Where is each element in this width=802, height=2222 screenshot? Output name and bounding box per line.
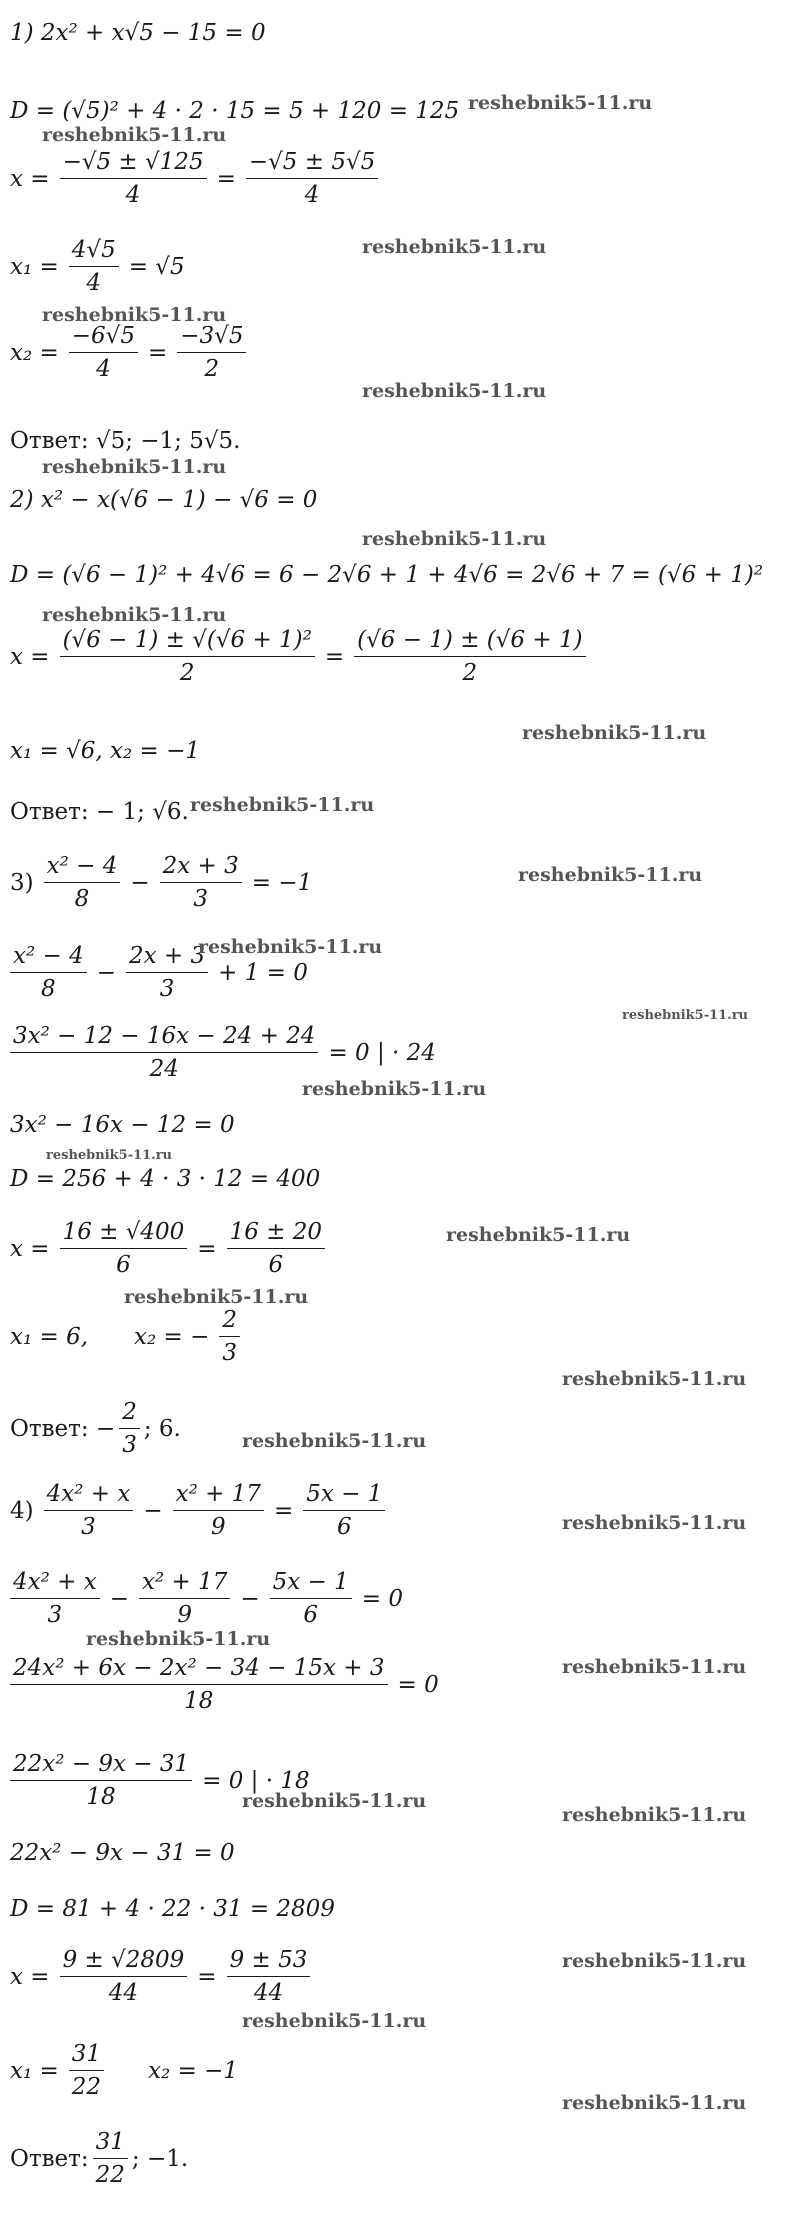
watermark: reshebnik5-11.ru: [42, 304, 227, 326]
watermark: reshebnik5-11.ru: [42, 456, 227, 478]
p3-ans-den: 3: [122, 1432, 137, 1458]
p3-f1b-num: x² − 4: [10, 942, 87, 973]
p1-x2-lhs: x₂ =: [10, 339, 59, 366]
p4-comb2-fraction: [10, 1750, 192, 1811]
p3-rhs2: + 1 = 0: [218, 959, 308, 986]
p4-ans-den: 22: [95, 2162, 125, 2188]
p4-x1-num: 31: [69, 2040, 104, 2071]
p2-discriminant: D = (√6 − 1)² + 4√6 = 6 − 2√6 + 1 + 4√6 = 2√6 + 7 = (√6 + 1)²: [10, 562, 764, 588]
p4-x1-lhs: x₁ =: [10, 2057, 59, 2084]
watermark: reshebnik5-11.ru: [46, 1148, 173, 1163]
p1-x2-fraction-2: [177, 322, 246, 383]
p4-equation: 4) $\frac{\text{4x² + x}}{3}$ − $\frac{\text{x² + 17}}{9}$ = $\frac{5x - 1}{6}$: [10, 1480, 389, 1541]
p4-label: 4): [10, 1497, 34, 1524]
p1-x2-num2: −3√5: [177, 322, 246, 353]
p4-x-fraction-1: [60, 1946, 188, 2007]
p3-comb-num: 3x² − 12 − 16x − 24 + 24: [10, 1022, 318, 1053]
p3-equation-2: $\frac{\text{x² − 4}}{8}$ − $\frac{2x + 3}{3}$ + 1 = 0: [10, 942, 314, 1003]
p1-x1-fraction: [69, 236, 119, 297]
watermark: reshebnik5-11.ru: [86, 1628, 271, 1650]
p4-x-num1: 9 ± √2809: [60, 1946, 188, 1977]
p1-x1-num: 4√5: [69, 236, 119, 267]
p4-f3b-den: 6: [303, 1602, 319, 1628]
p2-x-fraction-2: [354, 626, 585, 687]
watermark: reshebnik5-11.ru: [562, 2092, 747, 2114]
p3-x-den2: 6: [268, 1252, 284, 1278]
watermark: reshebnik5-11.ru: [242, 2010, 427, 2032]
p1-x-formula: x = $\frac{-√5 \pm √125}{4}$ = $\frac{-√5 \pm 5√5}{4}$: [10, 148, 382, 209]
p4-x-fraction-2: [227, 1946, 311, 2007]
p4-comb2-den: 18: [86, 1784, 116, 1810]
p3-f1-num: x² − 4: [44, 852, 121, 883]
p4-f3-den: 6: [336, 1514, 352, 1540]
p1-x-num2: −√5 ± 5√5: [246, 148, 378, 179]
p3-combined: [10, 1022, 442, 1083]
p4-comb1-rhs: = 0: [397, 1671, 439, 1698]
p2-x-lhs: x =: [10, 643, 50, 670]
p3-x2-den: 3: [222, 1340, 238, 1366]
p4-discriminant: D = 81 + 4 · 22 · 31 = 2809: [10, 1896, 335, 1922]
p2-answer: Ответ: − 1; √6.: [10, 799, 189, 825]
p2-x-fraction-1: [60, 626, 315, 687]
p2-x-den1: 2: [179, 660, 195, 686]
p4-eq-sign: =: [273, 1497, 294, 1524]
watermark: reshebnik5-11.ru: [562, 1368, 747, 1390]
watermark: reshebnik5-11.ru: [446, 1224, 631, 1246]
p3-rhs: = −1: [251, 869, 313, 896]
p3-f2b-num: 2x + 3: [126, 942, 208, 973]
p4-f1-num: 4x² + x: [44, 1480, 134, 1511]
p4-frac-2: [173, 1480, 264, 1541]
p4-x-den2: 44: [253, 1980, 284, 2006]
p4-comb2-num: 22x² − 9x − 31: [10, 1750, 192, 1781]
p4-f1b-den: 3: [47, 1602, 63, 1628]
p3-x-num1: 16 ± √400: [60, 1218, 188, 1249]
p3-comb-rhs: = 0 | · 24: [328, 1039, 436, 1066]
p1-equation: 1) 2x² + x√5 − 15 = 0: [10, 20, 266, 46]
p3-frac-2b: [126, 942, 208, 1003]
p3-ans-rest: ; 6.: [143, 1415, 181, 1442]
watermark: reshebnik5-11.ru: [42, 124, 227, 146]
p1-x-num1: −√5 ± √125: [60, 148, 207, 179]
p4-frac-1b: [10, 1568, 100, 1629]
p1-x1-rhs: = √5: [128, 253, 185, 280]
p1-x-lhs: x =: [10, 165, 50, 192]
watermark: reshebnik5-11.ru: [468, 92, 653, 114]
watermark: reshebnik5-11.ru: [562, 1804, 747, 1826]
p4-ans-num: 31: [93, 2128, 128, 2159]
watermark: reshebnik5-11.ru: [302, 1078, 487, 1100]
p1-x2-den1: 4: [96, 356, 111, 382]
p4-combined-1: [10, 1654, 445, 1715]
watermark: reshebnik5-11.ru: [362, 528, 547, 550]
p3-label: 3): [10, 869, 34, 896]
p4-frac-2b: [139, 1568, 230, 1629]
watermark: reshebnik5-11.ru: [242, 1790, 427, 1812]
p4-f2b-den: 9: [177, 1602, 192, 1628]
p3-comb-fraction: [10, 1022, 318, 1083]
p3-f1-den: 8: [74, 886, 90, 912]
p4-f2-den: 9: [210, 1514, 226, 1540]
p4-x-num2: 9 ± 53: [227, 1946, 311, 1977]
p4-x-lhs: x =: [10, 1963, 50, 1990]
p4-quadratic: 22x² − 9x − 31 = 0: [10, 1840, 235, 1866]
p2-x-num2: (√6 − 1) ± (√6 + 1): [354, 626, 585, 657]
p1-x-den2: 4: [304, 182, 320, 208]
p3-x-fraction-2: [227, 1218, 325, 1279]
p2-x-den2: 2: [462, 660, 478, 686]
p2-equation: 2) x² − x(√6 − 1) − √6 = 0: [10, 487, 318, 513]
p1-discriminant: D = (√5)² + 4 · 2 · 15 = 5 + 120 = 125: [10, 98, 460, 124]
p3-x-fraction-1: [60, 1218, 188, 1279]
p4-x-den1: 44: [108, 1980, 139, 2006]
p3-roots: [10, 1306, 244, 1367]
p1-x1: [10, 236, 191, 297]
p4-comb2-rhs: = 0 | · 18: [202, 1767, 310, 1794]
p3-f1b-den: 8: [41, 976, 56, 1002]
p3-discriminant: D = 256 + 4 · 3 · 12 = 400: [10, 1166, 321, 1192]
watermark: reshebnik5-11.ru: [190, 794, 375, 816]
p4-zero: = 0: [361, 1585, 403, 1612]
p4-frac-3: [303, 1480, 385, 1541]
p4-ans-label: Ответ:: [10, 2145, 89, 2172]
p3-x1: x₁ = 6,: [10, 1323, 89, 1350]
p4-f2-num: x² + 17: [173, 1480, 264, 1511]
p3-frac-1b: [10, 942, 87, 1003]
p3-x2-num: 2: [219, 1306, 240, 1337]
watermark: reshebnik5-11.ru: [362, 380, 547, 402]
p3-f2-num: 2x + 3: [160, 852, 242, 883]
p4-comb1-den: 18: [184, 1688, 214, 1714]
p4-roots: [10, 2040, 244, 2101]
p3-answer: [10, 1398, 181, 1459]
watermark: reshebnik5-11.ru: [124, 1286, 309, 1308]
p4-x-formula: x = $\frac{9 \pm √2809}{44}$ = $\frac{9 \pm 53}{44}$: [10, 1946, 314, 2007]
p3-x-lhs: x =: [10, 1235, 50, 1262]
p4-f2b-num: x² + 17: [139, 1568, 230, 1599]
p1-x1-den: 4: [86, 270, 102, 296]
p3-f2-den: 3: [193, 886, 208, 912]
p4-f1-den: 3: [81, 1514, 96, 1540]
watermark: reshebnik5-11.ru: [622, 1008, 749, 1023]
p4-f3b-num: 5x − 1: [270, 1568, 352, 1599]
p2-x-formula: x = $\frac{\text{(√6 − 1) ± √(√6 + 1)²}}{2}$ = $\frac{(√6 - 1) \pm (√6 + 1)}{2}$: [10, 626, 590, 687]
p1-x2-den2: 2: [204, 356, 220, 382]
p4-equation-2: $\frac{\text{4x² + x}}{3}$ − $\frac{\text{x² + 17}}{9}$ − $\frac{5x - 1}{6}$ = 0: [10, 1568, 409, 1629]
p3-x-num2: 16 ± 20: [227, 1218, 325, 1249]
p4-x2: x₂ = −1: [148, 2057, 239, 2084]
p3-comb-den: 24: [149, 1056, 179, 1082]
p3-ans-label: Ответ: −: [10, 1415, 116, 1442]
p1-x-den1: 4: [125, 182, 141, 208]
p3-ans-fraction: [119, 1398, 140, 1459]
p3-f2b-den: 3: [159, 976, 175, 1002]
watermark: reshebnik5-11.ru: [518, 864, 703, 886]
p3-x-den1: 6: [116, 1252, 131, 1278]
watermark: reshebnik5-11.ru: [198, 936, 383, 958]
p1-x2-fraction-1: [69, 322, 138, 383]
watermark: reshebnik5-11.ru: [562, 1656, 747, 1678]
p1-x-fraction-1: [60, 148, 207, 209]
p2-x-num1: (√6 − 1) ± √(√6 + 1)²: [60, 626, 315, 657]
p1-x2-num1: −6√5: [69, 322, 138, 353]
p1-answer: Ответ: √5; −1; 5√5.: [10, 428, 241, 454]
p1-x1-lhs: x₁ =: [10, 253, 59, 280]
watermark: reshebnik5-11.ru: [562, 1512, 747, 1534]
p4-f3-num: 5x − 1: [303, 1480, 385, 1511]
p4-comb1-fraction: [10, 1654, 388, 1715]
p4-x1-fraction: [69, 2040, 104, 2101]
p4-f1b-num: 4x² + x: [10, 1568, 100, 1599]
p4-ans-fraction: [93, 2128, 128, 2189]
watermark: reshebnik5-11.ru: [242, 1430, 427, 1452]
p4-answer: [10, 2128, 188, 2189]
watermark: reshebnik5-11.ru: [522, 722, 707, 744]
p3-ans-num: 2: [119, 1398, 140, 1429]
watermark: reshebnik5-11.ru: [362, 236, 547, 258]
watermark: reshebnik5-11.ru: [42, 604, 227, 626]
p3-frac-2: [160, 852, 242, 913]
p3-quadratic: 3x² − 16x − 12 = 0: [10, 1112, 235, 1138]
p4-ans-rest: ; −1.: [131, 2145, 189, 2172]
p4-frac-3b: [270, 1568, 352, 1629]
p3-x2-lhs: x₂ = −: [134, 1323, 210, 1350]
p1-x-fraction-2: [246, 148, 378, 209]
p1-x2: x₂ = $\frac{-6√5}{4}$ = $\frac{-3√5}{2}$: [10, 322, 250, 383]
p4-comb1-num: 24x² + 6x − 2x² − 34 − 15x + 3: [10, 1654, 388, 1685]
watermark: reshebnik5-11.ru: [562, 1950, 747, 1972]
p3-x-formula: x = $\frac{16 \pm √400}{6}$ = $\frac{16 \pm 20}{6}$: [10, 1218, 329, 1279]
p4-frac-1: [44, 1480, 134, 1541]
p4-x1-den: 22: [71, 2074, 102, 2100]
p3-x2-fraction: [219, 1306, 240, 1367]
p3-frac-1: [44, 852, 121, 913]
p3-equation: 3) $\frac{\text{x² − 4}}{8}$ − $\frac{2x + 3}{3}$ = −1: [10, 853, 313, 912]
p2-roots: x₁ = √6, x₂ = −1: [10, 738, 200, 764]
